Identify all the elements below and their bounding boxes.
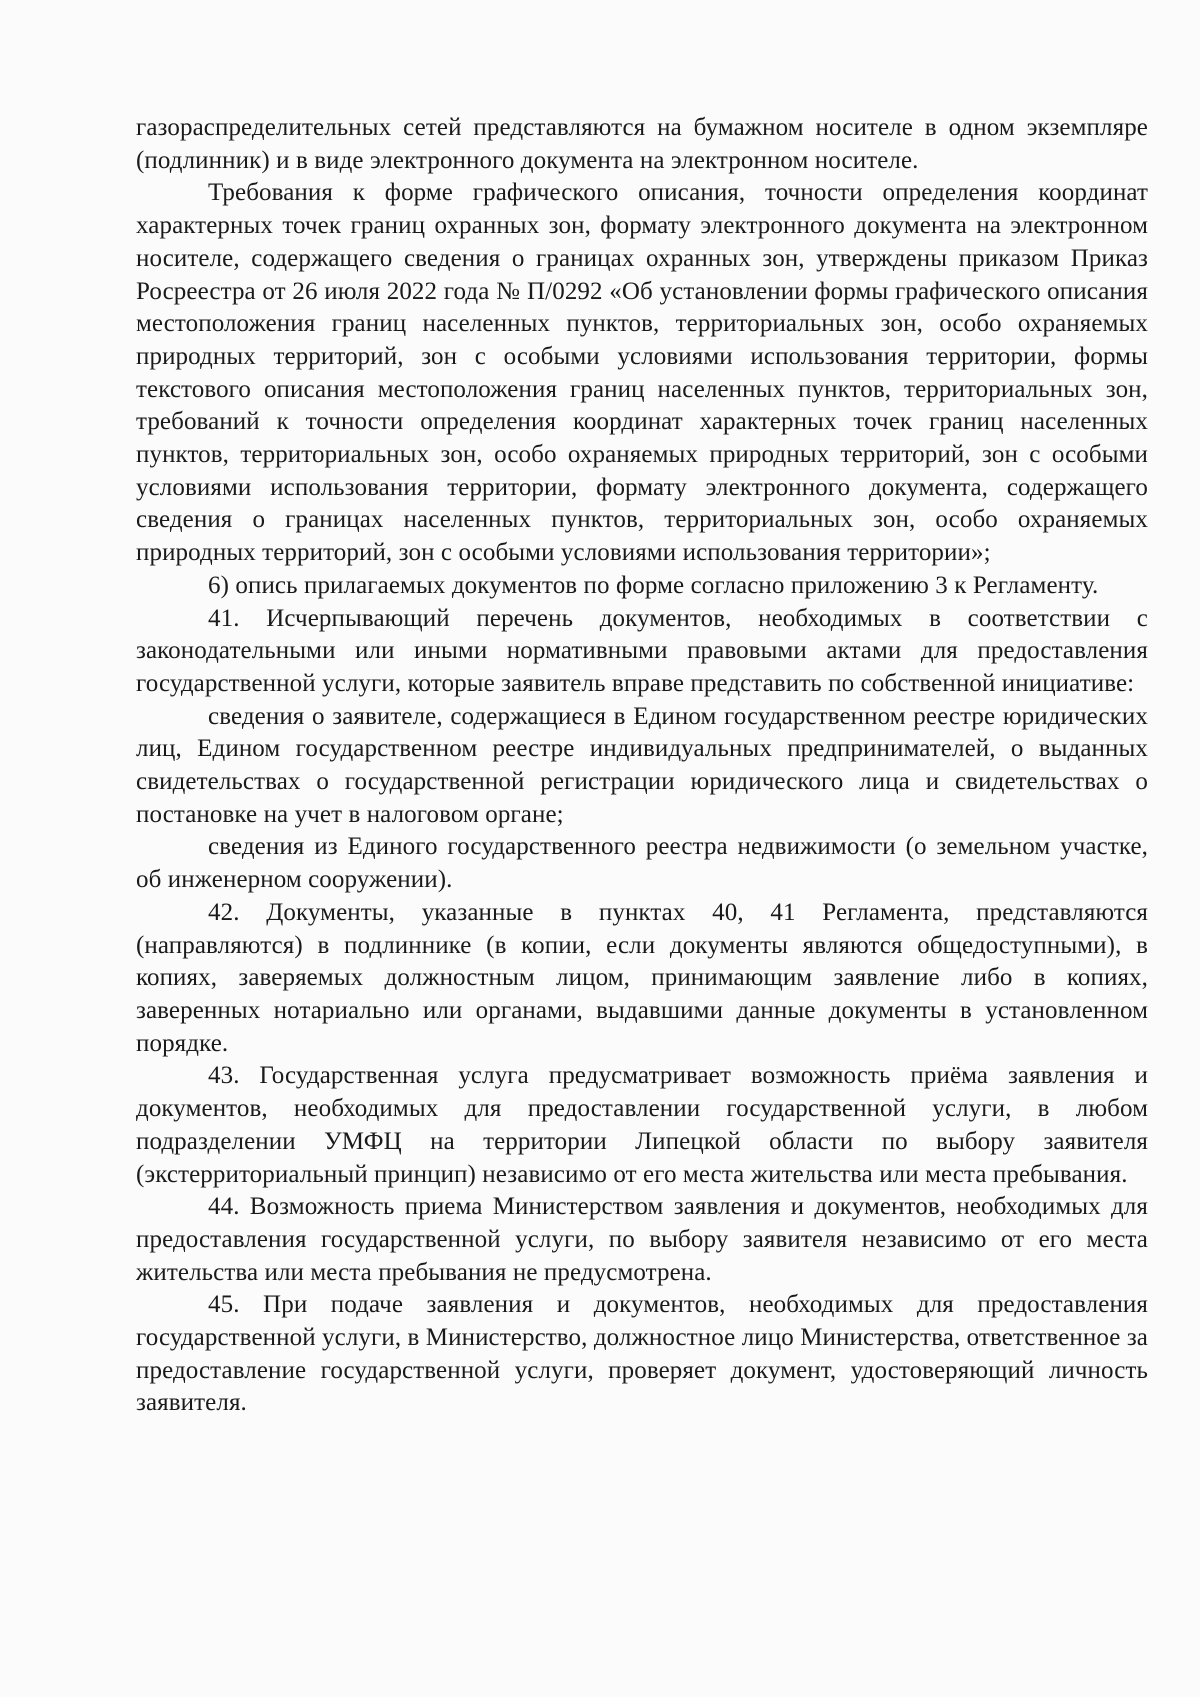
paragraph-item-6: 6) опись прилагаемых документов по форме согласно приложению 3 к Регламенту. [208,571,1099,599]
paragraph-44: 44. Возможность приема Министерством заявления и документов, необходимых для предоставления государственной услуги, по выбору заявителя независимо от его места жительства или места пребывания не предусмотрена. [136,1193,1148,1286]
paragraph-continuation: газораспределительных сетей представляются на бумажном носителе в одном экземпляре (подлинник) и в виде электронного документа на электронном носителе. [136,114,1148,174]
paragraph-41: 41. Исчерпывающий перечень документов, необходимых в соответствии с законодательными или иными нормативными правовыми актами для предоставления государственной услуги, которые заявитель вправе представить по собственной инициативе: [136,604,1148,697]
paragraph-43: 43. Государственная услуга предусматривает возможность приёма заявления и документов, необходимых для предоставлении государственной услуги, в любом подразделении УМФЦ на территории Липецкой области по выбору заявителя (экстерриториальный принцип) независимо от его места жительства или места пребывания. [136,1062,1148,1188]
document-body [136,112,1148,1420]
paragraph-45: 45. При подаче заявления и документов, необходимых для предоставления государственной услуги, в Министерство, должностное лицо Министерства, ответственное за предоставление государственной услуги, проверяет документ, удостоверяющий личность заявителя. [136,1291,1149,1417]
paragraph-41-applicant-info: сведения о заявителе, содержащиеся в Едином государственном реестре юридических лиц, Едином государственном реестре индивидуальных предпринимателей, о выданных свидетельствах о государственной регистрации юридического лица и свидетельствах о постановке на учет в налоговом органе; [136,702,1148,828]
paragraph-41-real-estate-info: сведения из Единого государственного реестра недвижимости (о земельном участке, об инженерном сооружении). [136,833,1148,894]
paragraph-requirements: Требования к форме графического описания, точности определения координат характерных точек границ охранных зон, формату электронного документа на электронном носителе, содержащего сведения о границах охранных зон, утверждены приказом Приказ Росреестра от 26 июля 2022 года № П/0292 «Об установлении формы графического описания местоположения границ населенных пунктов, территориальных зон, особо охраняемых природных территорий, зон с особыми условиями использования территории, формы текстового описания местоположения границ населенных пунктов, территориальных зон, требований к точности определения координат характерных точек границ населенных пунктов, территориальных зон, особо охраняемых природных территорий, зон с особыми условиями использования территории, формату электронного документа, содержащего сведения о границах населенных пунктов, территориальных зон, особо охраняемых природных территорий, зон с особыми условиями использования территории»; [136,179,1148,567]
paragraph-42: 42. Документы, указанные в пунктах 40, 41 Регламента, представляются (направляются) в подлиннике (в копии, если документы являются общедоступными), в копиях, заверяемых должностным лицом, принимающим заявление либо в копиях, заверенных нотариально или органами, выдавшими данные документы в установленном порядке. [136,898,1148,1057]
